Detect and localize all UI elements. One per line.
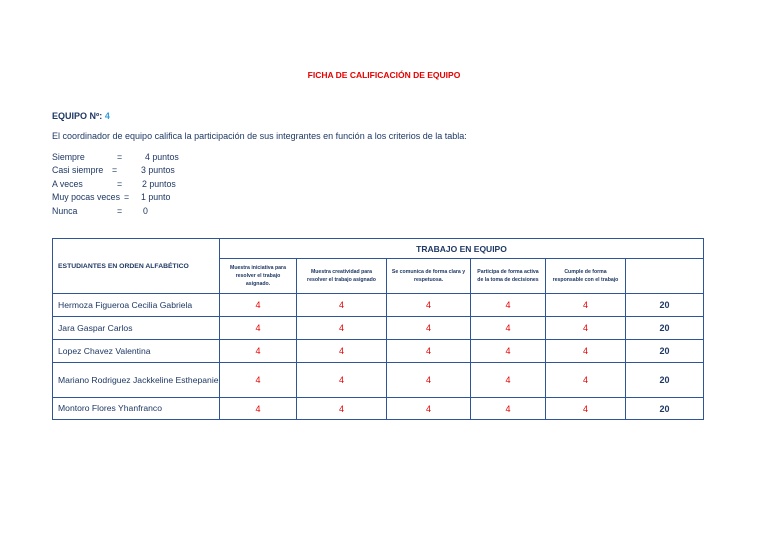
table-row <box>53 317 704 340</box>
score-cell: 4 <box>297 363 387 398</box>
scale-points: 0 <box>143 205 148 216</box>
total-header <box>626 259 704 294</box>
score-cell: 4 <box>546 317 626 340</box>
scale-points: 3 puntos <box>141 165 175 176</box>
table-row <box>53 340 704 363</box>
score-cell: 4 <box>297 317 387 340</box>
total-cell: 20 <box>626 398 704 420</box>
score-cell: 4 <box>297 340 387 363</box>
score-cell: 4 <box>387 363 471 398</box>
scale-points: 4 puntos <box>145 152 179 162</box>
score-cell: 4 <box>471 317 546 340</box>
criterion-header: Muestra iniciativa para resolver el trabajo asignado. <box>220 259 297 294</box>
score-cell: 4 <box>387 398 471 420</box>
student-name: Montoro Flores Yhanfranco <box>53 398 220 420</box>
score-cell: 4 <box>471 363 546 398</box>
criterion-header: Cumple de forma responsable con el trabajo <box>546 259 626 294</box>
table-row <box>53 398 704 420</box>
group-header: TRABAJO EN EQUIPO <box>220 239 704 259</box>
table-row <box>53 294 704 317</box>
scale-equals: = <box>112 165 118 176</box>
score-cell: 4 <box>220 398 297 420</box>
scale-equals: = <box>117 152 123 162</box>
score-cell: 4 <box>471 398 546 420</box>
score-cell: 4 <box>387 317 471 340</box>
total-cell: 20 <box>626 294 704 317</box>
scale-label: Nunca <box>52 205 78 216</box>
team-number-line <box>52 111 110 121</box>
score-cell: 4 <box>546 363 626 398</box>
score-cell: 4 <box>220 294 297 317</box>
criterion-header: Participa de forma activa de la toma de decisiones <box>471 259 546 294</box>
scale-label: Casi siempre <box>52 165 104 176</box>
document-title: FICHA DE CALIFICACIÓN DE EQUIPO <box>307 70 461 80</box>
student-name: Mariano Rodriguez Jackkeline Esthepanie <box>53 363 220 398</box>
score-cell: 4 <box>297 294 387 317</box>
scale-equals: = <box>124 192 130 203</box>
score-cell: 4 <box>546 398 626 420</box>
grading-table <box>52 238 704 420</box>
criterion-header: Muestra creatividad para resolver el trabajo asignado <box>297 259 387 294</box>
students-header: ESTUDIANTES EN ORDEN ALFABÉTICO <box>53 239 220 294</box>
scale-equals: = <box>117 178 123 189</box>
criterion-header: Se comunica de forma clara y respetuosa. <box>387 259 471 294</box>
student-name: Jara Gaspar Carlos <box>53 317 220 340</box>
team-label: EQUIPO Nº: <box>52 111 103 121</box>
total-cell: 20 <box>626 317 704 340</box>
score-cell: 4 <box>471 294 546 317</box>
score-cell: 4 <box>220 340 297 363</box>
score-cell: 4 <box>546 340 626 363</box>
scale-equals: = <box>117 205 123 216</box>
scale-points: 1 punto <box>141 192 171 203</box>
score-cell: 4 <box>220 317 297 340</box>
student-name: Lopez Chavez Valentina <box>53 340 220 363</box>
score-cell: 4 <box>546 294 626 317</box>
scale-label: Muy pocas veces <box>52 192 120 203</box>
total-cell: 20 <box>626 340 704 363</box>
scale-label: Siempre <box>52 152 85 162</box>
student-name: Hermoza Figueroa Cecilia Gabriela <box>53 294 220 317</box>
score-cell: 4 <box>387 294 471 317</box>
score-cell: 4 <box>220 363 297 398</box>
scale-points: 2 puntos <box>142 178 176 189</box>
score-cell: 4 <box>471 340 546 363</box>
intro-text: El coordinador de equipo califica la participación de sus integrantes en función a los criterios de la tabla: <box>52 131 467 141</box>
table-row <box>53 363 704 398</box>
score-cell: 4 <box>297 398 387 420</box>
total-cell: 20 <box>626 363 704 398</box>
scale-label: A veces <box>52 178 83 189</box>
team-number: 4 <box>104 111 110 121</box>
score-cell: 4 <box>387 340 471 363</box>
